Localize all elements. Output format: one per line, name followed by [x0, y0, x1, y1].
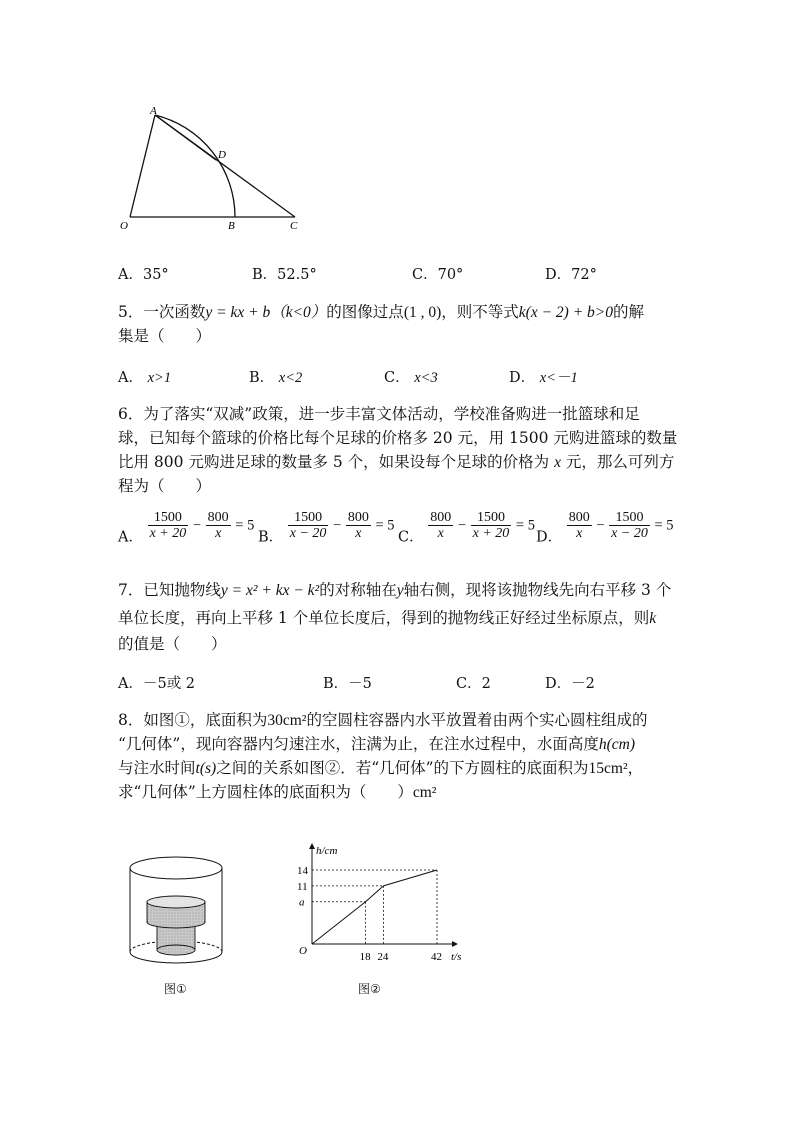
container-top-rim	[130, 857, 222, 879]
q6-option-d-label: D．	[536, 529, 563, 546]
label-b: B	[228, 220, 235, 232]
q6-option-c[interactable]	[398, 510, 535, 547]
lower-cylinder-base	[157, 945, 195, 955]
q6-c-fraction-1	[428, 510, 453, 541]
q8-stem-line3	[118, 756, 643, 781]
q6-option-a[interactable]	[118, 510, 254, 547]
y-tick-label-14: 14	[297, 865, 308, 877]
figure-1-caption: 图①	[164, 982, 187, 996]
q6-b-den-2: x	[355, 526, 362, 541]
q6-stem-line3	[118, 450, 674, 475]
q5-option-c-label: C．	[384, 370, 410, 386]
q6-line3-a: 比用 800 元购进足球的数量多 5 个，如果设每个足球的价格为	[118, 453, 555, 471]
q6-c-minus: −	[457, 517, 467, 534]
q5-option-c-math: x<3	[414, 370, 438, 386]
q5-option-a[interactable]	[118, 366, 171, 387]
q5-option-b[interactable]	[249, 366, 302, 387]
q7-text-1: 7．已知抛物线	[118, 581, 221, 599]
label-c: C	[290, 220, 298, 232]
q6-c-num-1: 800	[430, 510, 452, 525]
q4-option-c[interactable]: C．70°	[412, 267, 464, 283]
q6-a-rhs: = 5	[235, 517, 255, 534]
figure-2-caption: 图②	[358, 982, 381, 996]
q6-d-rhs: = 5	[654, 517, 674, 534]
q5-option-d[interactable]	[509, 366, 578, 387]
q8-line3-c: ，	[627, 759, 644, 777]
q5-option-c[interactable]	[384, 366, 438, 387]
line-segment-1	[312, 902, 366, 944]
q6-b-den-1: x − 20	[289, 526, 327, 541]
x-tick-label-24: 24	[377, 951, 389, 963]
x-tick-label-42: 42	[431, 951, 442, 963]
q8-line3-b: 之间的关系如图②．若“几何体”的下方圆柱的底面积为	[216, 759, 589, 777]
q5-condition: （k<0）	[270, 304, 327, 321]
line-segment-2	[366, 886, 384, 902]
q6-d-fraction-1	[567, 510, 592, 541]
origin-label: O	[299, 945, 307, 957]
q7-stem-line3: 的值是（ ）	[118, 635, 227, 653]
q8-area-2: 15cm²	[588, 760, 628, 777]
q8-stem-line4	[118, 780, 436, 805]
q5-text-3: ，则不等式	[441, 303, 519, 321]
q7-var-k: k	[649, 610, 657, 627]
figure-2-chart	[285, 836, 475, 976]
q8-var-h: h(cm)	[598, 736, 636, 753]
q4-option-d[interactable]: D．72°	[545, 267, 597, 283]
q7-axis: y	[396, 582, 404, 599]
q5-option-d-label: D．	[509, 370, 536, 386]
q5-stem-line1	[118, 300, 644, 325]
q6-option-a-label: A．	[118, 529, 143, 546]
q5-stem-line2: 集是（ ）	[118, 327, 212, 345]
label-a: A	[150, 105, 157, 117]
q6-a-num-1: 1500	[148, 510, 189, 526]
q6-stem-line4: 程为（ ）	[118, 477, 212, 495]
q7-line2-a: 单位长度，再向上平移 1 个单位长度后，得到的抛物线正好经过坐标原点，则	[118, 609, 650, 627]
q6-b-fraction-2	[346, 510, 371, 541]
label-d: D	[218, 149, 226, 161]
q6-line3-b: 元，那么可列方	[560, 453, 675, 471]
q6-c-fraction-2	[471, 510, 512, 541]
q5-point: (1 , 0)	[403, 304, 442, 321]
q8-line4: 求“几何体”上方圆柱体的底面积为（ ）	[118, 783, 413, 801]
q8-stem-line2	[118, 732, 635, 757]
q8-line3-a: 与注水时间	[118, 759, 196, 777]
q5-option-a-math: x>1	[147, 370, 172, 386]
q8-var-t: t(s)	[195, 760, 217, 777]
q6-option-d[interactable]	[536, 510, 674, 547]
q4-option-b[interactable]: B．52.5°	[252, 267, 317, 283]
q7-text-2: 的对称轴在	[319, 581, 397, 599]
q7-option-b[interactable]: B．－5	[323, 676, 372, 692]
q5-inequality: k(x − 2) + b>0	[518, 304, 613, 321]
q5-number: 5．	[118, 303, 144, 321]
q6-var-x: x	[554, 454, 561, 471]
q6-b-fraction-1	[288, 510, 329, 541]
figure-1-container	[120, 852, 232, 972]
q6-c-den-1: x	[437, 526, 444, 541]
q5-text-2: 的图像过点	[326, 303, 404, 321]
q6-a-minus: −	[192, 517, 202, 534]
y-axis-label: h/cm	[316, 845, 338, 857]
q6-c-den-2: x + 20	[472, 526, 510, 541]
q5-option-d-math: x<－1	[539, 370, 578, 386]
q6-c-num-2: 1500	[471, 510, 512, 526]
line-segment-3	[383, 870, 437, 886]
q5-option-a-label: A．	[118, 370, 143, 386]
chord-ad	[155, 115, 216, 160]
x-tick-label-18: 18	[359, 951, 371, 963]
label-o: O	[120, 220, 128, 232]
q6-a-den-2: x	[215, 526, 222, 541]
q6-d-num-2: 1500	[609, 510, 650, 526]
arc-ab	[155, 115, 235, 217]
q7-text-3: 轴右侧，现将该抛物线先向右平移 3 个	[403, 581, 672, 599]
q7-option-a[interactable]: A．－5或 2	[118, 676, 196, 692]
q7-option-d[interactable]: D．－2	[545, 676, 595, 692]
q5-text-1: 一次函数	[143, 303, 206, 321]
q6-option-b-label: B．	[258, 529, 284, 546]
q6-b-num-1: 1500	[288, 510, 329, 526]
q6-a-den-1: x + 20	[149, 526, 187, 541]
q6-b-rhs: = 5	[375, 517, 395, 534]
q6-stem-line2: 球，已知每个篮球的价格比每个足球的价格多 20 元，用 1500 元购进篮球的数量	[118, 429, 678, 447]
q7-stem-line1	[118, 578, 671, 603]
q6-b-minus: −	[333, 517, 342, 534]
y-tick-label-11: 11	[297, 880, 308, 893]
q5-function: y = kx + b	[205, 304, 271, 321]
q8-area-1: 30cm²	[267, 712, 307, 729]
q6-b-num-2: 800	[347, 510, 369, 525]
q6-d-minus: −	[596, 517, 605, 534]
upper-cylinder-top	[147, 896, 205, 908]
q4-geometry-figure	[110, 100, 320, 240]
q6-a-fraction-1	[148, 510, 189, 541]
q8-stem-line1	[118, 708, 647, 733]
x-axis-label: t/s	[451, 951, 462, 963]
q6-d-num-1: 800	[568, 510, 590, 525]
q5-text-4: 的解	[613, 303, 645, 321]
q7-function: y = x² + kx − k²	[220, 582, 320, 599]
q8-text-2: 的空圆柱容器内水平放置着由两个实心圆柱组成的	[306, 711, 648, 729]
q5-option-b-math: x<2	[278, 370, 303, 386]
q6-option-b[interactable]	[258, 510, 395, 547]
q7-stem-line2	[118, 606, 656, 631]
q6-c-rhs: = 5	[515, 517, 535, 534]
q6-d-den-2: x − 20	[611, 526, 648, 541]
q4-option-a[interactable]: A．35°	[118, 267, 169, 283]
q6-a-fraction-2	[206, 510, 231, 541]
segment-oa	[130, 115, 155, 217]
q8-line2-a: “几何体”，现向容器内匀速注水，注满为止，在注水过程中，水面高度	[118, 735, 599, 753]
q7-option-c[interactable]: C．2	[456, 676, 491, 692]
q8-unit: cm²	[412, 784, 437, 801]
q8-text-1: 8．如图①，底面积为	[118, 711, 268, 729]
q6-option-c-label: C．	[398, 529, 424, 546]
q6-d-fraction-2	[609, 510, 650, 541]
q5-option-b-label: B．	[249, 370, 275, 386]
q6-a-num-2: 800	[207, 510, 229, 525]
q6-stem-line1: 6．为了落实“双减”政策，进一步丰富文体活动，学校准备购进一批篮球和足	[118, 405, 640, 423]
y-tick-label-a: a	[299, 896, 305, 909]
q6-d-den-1: x	[576, 526, 583, 541]
